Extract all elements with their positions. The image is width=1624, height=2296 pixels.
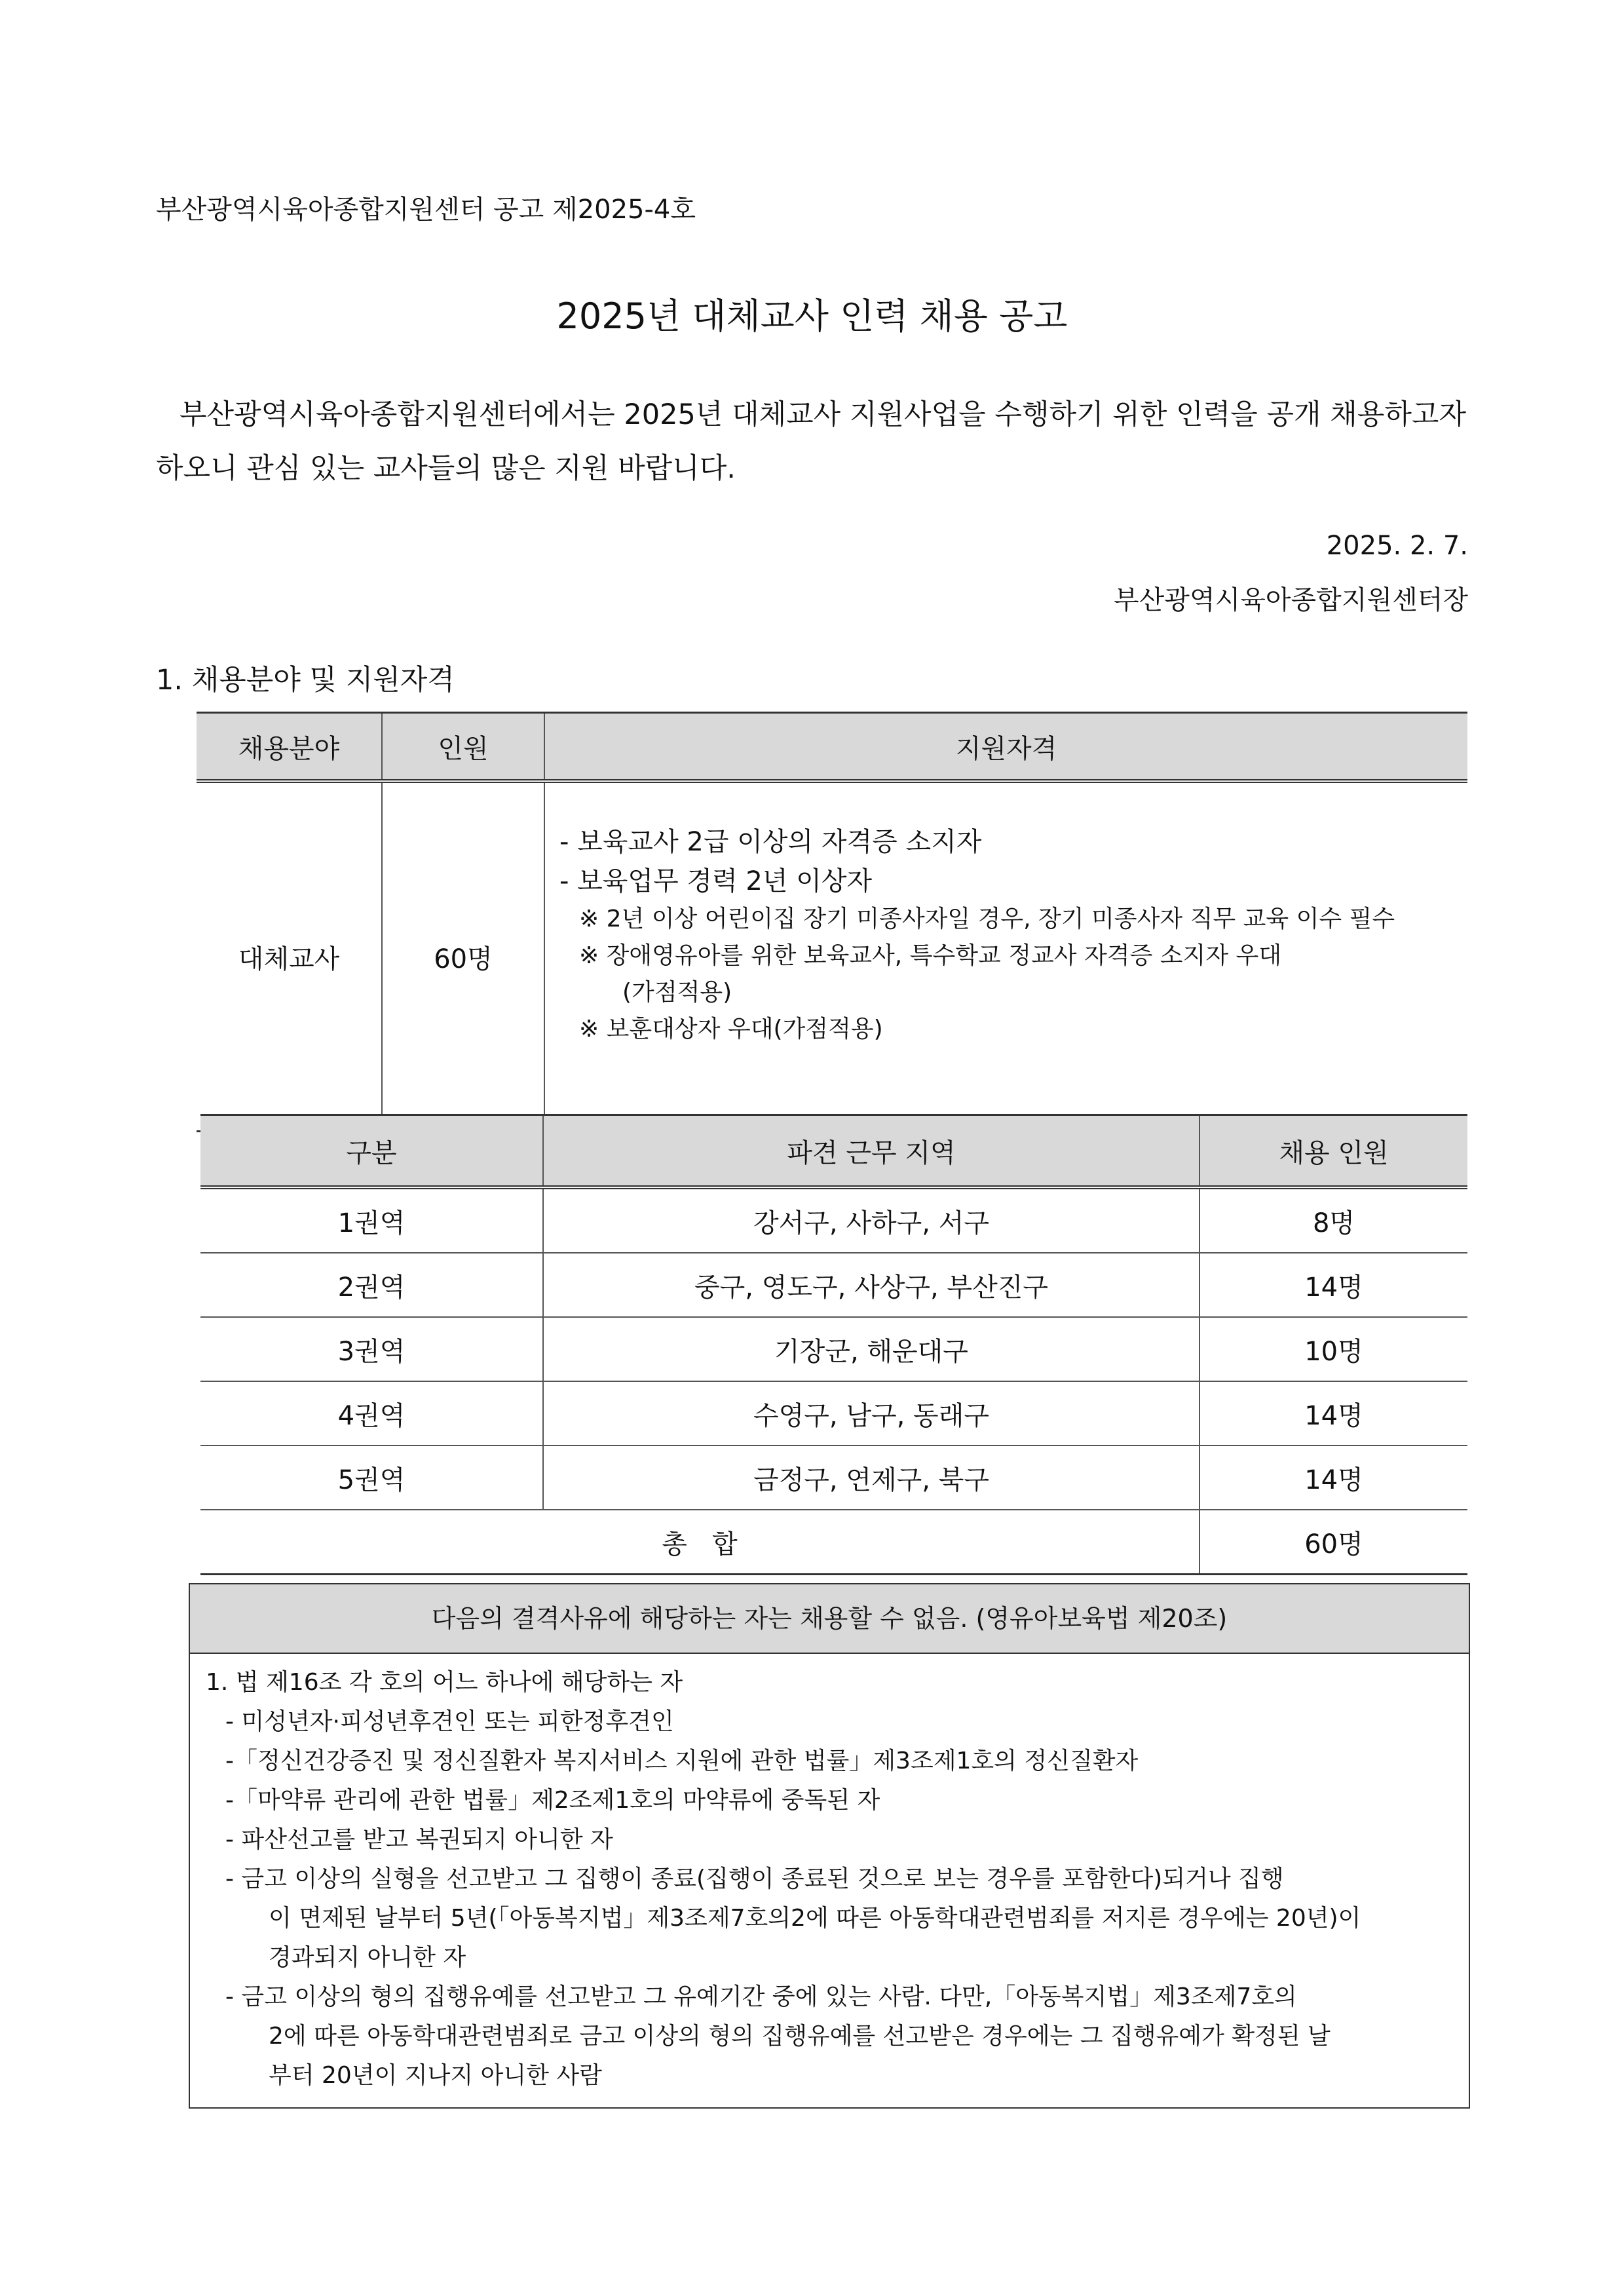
table-row	[200, 1187, 1467, 1253]
recruit-count: 60명	[382, 781, 544, 1132]
page-title: 2025년 대체교사 인력 채용 공고	[556, 296, 1068, 337]
column-header: 지원자격	[544, 713, 1467, 782]
count-cell: 14명	[1199, 1381, 1467, 1445]
disqualification-item: 1. 법 제16조 각 호의 어느 하나에 해당하는 자	[206, 1669, 683, 1696]
qualification-note: ※ 보훈대상자 우대(가점적용)	[579, 1016, 883, 1043]
count-cell: 14명	[1199, 1253, 1467, 1317]
intro-paragraph	[156, 388, 1466, 495]
column-header: 채용분야	[197, 713, 382, 782]
disqualification-sub-continued: 이 면제된 날부터 5년(「아동복지법」제3조제7호의2에 따른 아동학대관련범죄를 저지른 경우에는 20년)이	[269, 1905, 1361, 1932]
intro-text: 부산광역시육아종합지원센터에서는 2025년 대체교사 지원사업을 수행하기 위한 인력을 공개 채용하고자 하오니 관심 있는 교사들의 많은 지원 바랍니다.	[156, 398, 1466, 485]
zone-cell: 1권역	[200, 1187, 543, 1253]
recruit-field: 대체교사	[197, 781, 382, 1132]
areas-cell: 강서구, 사하구, 서구	[543, 1187, 1199, 1253]
table-row	[200, 1445, 1467, 1510]
disqualification-sub: -「마약류 관리에 관한 법률」제2조제1호의 마약류에 중독된 자	[225, 1787, 880, 1814]
total-label: 총 합	[200, 1510, 1199, 1575]
disqualification-sub-continued: 부터 20년이 지나지 아니한 사람	[269, 2062, 602, 2089]
table-header-row	[200, 1115, 1467, 1188]
table-header-row	[197, 713, 1467, 782]
zone-cell: 4권역	[200, 1381, 543, 1445]
table-row	[200, 1317, 1467, 1381]
zone-cell: 2권역	[200, 1253, 543, 1317]
zone-cell: 5권역	[200, 1445, 543, 1510]
disqualification-sub: - 미성년자·피성년후견인 또는 피한정후견인	[225, 1708, 674, 1735]
total-count: 60명	[1199, 1510, 1467, 1575]
qualification-note: ※ 2년 이상 어린이집 장기 미종사자일 경우, 장기 미종사자 직무 교육 이수 필수	[579, 906, 1395, 932]
table-row	[200, 1381, 1467, 1445]
total-row	[200, 1510, 1467, 1575]
disqualification-heading: 다음의 결격사유에 해당하는 자는 채용할 수 없음. (영유아보육법 제20조)	[190, 1584, 1469, 1654]
count-cell: 14명	[1199, 1445, 1467, 1510]
column-header: 인원	[382, 713, 544, 782]
disqualification-body	[190, 1654, 1469, 2107]
qualification-table	[197, 712, 1467, 1132]
notice-date: 2025. 2. 7.	[1326, 531, 1468, 561]
disqualification-sub: - 금고 이상의 실형을 선고받고 그 집행이 종료(집행이 종료된 것으로 보는 경우를 포함한다)되거나 집행	[225, 1866, 1284, 1892]
disqualification-sub-continued: 경과되지 아니한 자	[269, 1944, 466, 1971]
areas-cell: 중구, 영도구, 사상구, 부산진구	[543, 1253, 1199, 1317]
region-table	[200, 1114, 1467, 1575]
table-row	[197, 781, 1467, 1132]
zone-cell: 3권역	[200, 1317, 543, 1381]
section-heading: 1. 채용분야 및 지원자격	[156, 664, 455, 697]
column-header: 구분	[200, 1115, 543, 1188]
qualification-item: - 보육교사 2급 이상의 자격증 소지자	[559, 827, 982, 857]
column-header: 파견 근무 지역	[543, 1115, 1199, 1188]
areas-cell: 기장군, 해운대구	[543, 1317, 1199, 1381]
count-cell: 8명	[1199, 1187, 1467, 1253]
signer: 부산광역시육아종합지원센터장	[1114, 585, 1468, 615]
disqualification-sub-continued: 2에 따른 아동학대관련범죄로 금고 이상의 형의 집행유예를 선고받은 경우에는 그 집행유예가 확정된 날	[269, 2023, 1331, 2050]
table-row	[200, 1253, 1467, 1317]
qualification-note: ※ 장애영유아를 위한 보육교사, 특수학교 정교사 자격증 소지자 우대	[579, 942, 1282, 969]
qualification-item: - 보육업무 경력 2년 이상자	[559, 866, 873, 896]
notice-number: 부산광역시육아종합지원센터 공고 제2025-4호	[156, 195, 696, 225]
disqualification-box	[189, 1583, 1470, 2109]
qualification-note-continued: (가점적용)	[622, 979, 732, 1006]
count-cell: 10명	[1199, 1317, 1467, 1381]
disqualification-sub: -「정신건강증진 및 정신질환자 복지서비스 지원에 관한 법률」제3조제1호의 정신질환자	[225, 1748, 1139, 1774]
column-header: 채용 인원	[1199, 1115, 1467, 1188]
areas-cell: 수영구, 남구, 동래구	[543, 1381, 1199, 1445]
disqualification-sub: - 파산선고를 받고 복권되지 아니한 자	[225, 1826, 613, 1853]
qualification-cell	[544, 781, 1467, 1132]
disqualification-sub: - 금고 이상의 형의 집행유예를 선고받고 그 유예기간 중에 있는 사람. 다만,「아동복지법」제3조제7호의	[225, 1983, 1297, 2010]
areas-cell: 금정구, 연제구, 북구	[543, 1445, 1199, 1510]
